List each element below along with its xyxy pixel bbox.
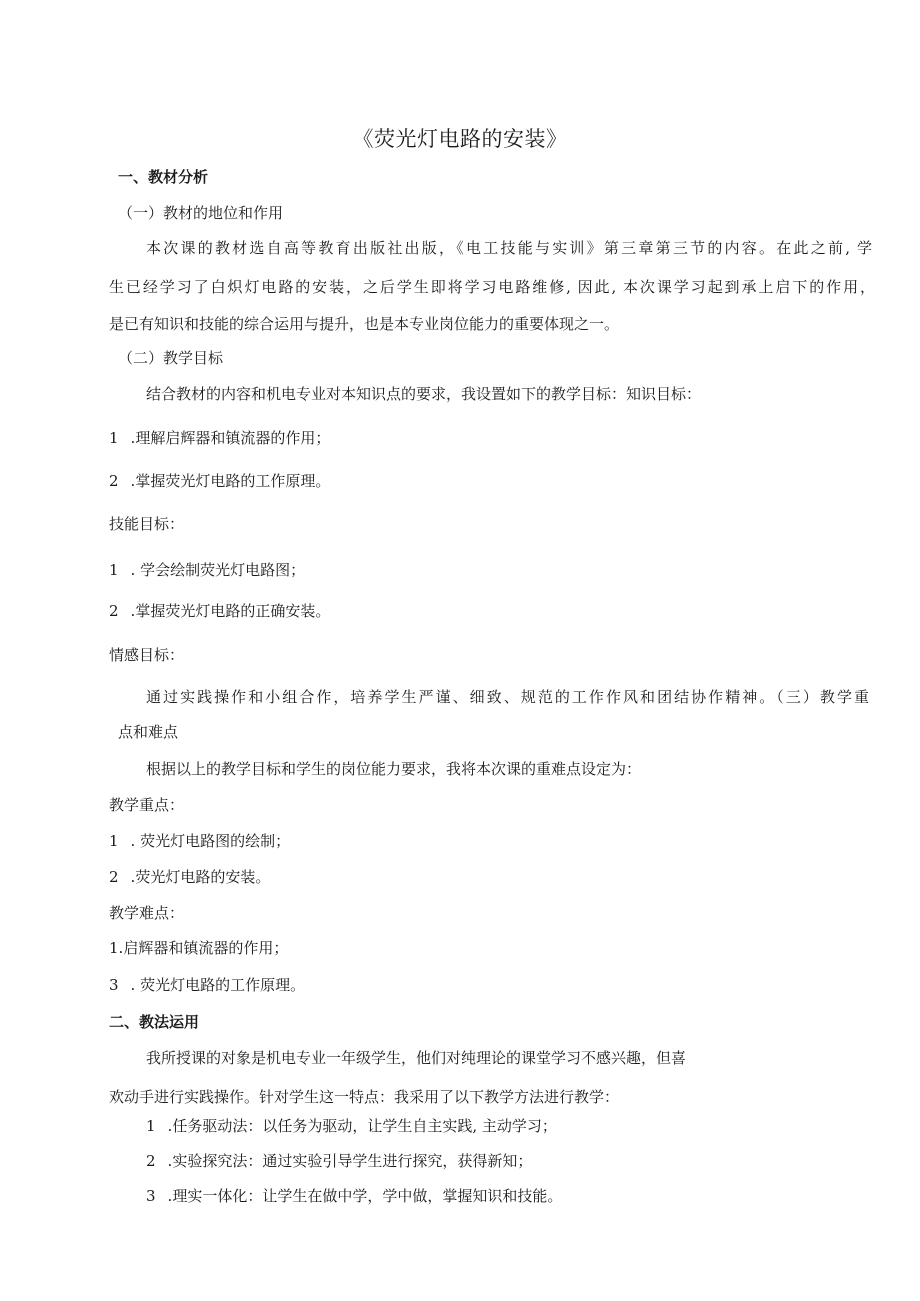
list-item-number: 1 [146, 1117, 156, 1135]
list-item-text: . 学会绘制荧光灯电路图； [130, 561, 306, 579]
paragraph-line: 结合教材的内容和机电专业对本知识点的要求，我设置如下的教学目标：知识目标： [146, 385, 702, 403]
paragraph-line: 根据以上的教学目标和学生的岗位能力要求，我将本次课的重难点设定为： [146, 760, 642, 778]
key-points-label: 教学重点： [109, 796, 185, 814]
paragraph-line: 我所授课的对象是机电专业一年级学生，他们对纯理论的课堂学习不感兴趣，但喜 [146, 1049, 687, 1067]
list-item-text: .掌握荧光灯电路的正确安装。 [130, 602, 331, 620]
paragraph-line: 是已有知识和技能的综合运用与提升，也是本专业岗位能力的重要体现之一。 [109, 315, 620, 333]
list-item-number: 2 [109, 868, 119, 886]
list-item [109, 978, 305, 993]
paragraph-line: 本次课的教材选自高等教育出版社出版，《电工技能与实训》第三章第三节的内容。在此之前, 学 [146, 239, 872, 257]
list-item-text: .实验探究法：通过实验引导学生进行探究，获得新知； [167, 1152, 533, 1170]
list-item-number: 3 [109, 976, 119, 994]
list-item [146, 1189, 562, 1204]
list-item [109, 941, 288, 956]
list-item-number: 2 [109, 602, 119, 620]
paragraph-line: 生已经学习了白炽灯电路的安装，之后学生即将学习电路维修, 因此, 本次课学习起到承上启下的作用， [109, 278, 875, 296]
list-item [109, 604, 330, 619]
list-item [109, 834, 290, 849]
list-item [146, 1154, 532, 1169]
list-item [146, 1119, 557, 1134]
list-item-text: .掌握荧光灯电路的工作原理。 [130, 472, 331, 490]
emotion-goals-label: 情感目标： [109, 646, 185, 664]
list-item-text: .任务驱动法：以任务为驱动，让学生自主实践, 主动学习； [167, 1117, 557, 1135]
list-item [109, 474, 330, 489]
list-item-number: 1 [109, 561, 119, 579]
list-item-text: .荧光灯电路的安装。 [130, 868, 271, 886]
list-item-number: 1 [109, 429, 119, 447]
subsection-heading-teaching-goals: （二）教学目标 [118, 349, 224, 367]
paragraph-line: 点和难点 [118, 723, 179, 741]
skill-goals-label: 技能目标： [109, 515, 185, 533]
paragraph-line: 欢动手进行实践操作。针对学生这一特点：我采用了以下教学方法进行教学： [109, 1088, 620, 1106]
section-heading-teaching-methods: 二、教法运用 [109, 1013, 200, 1031]
list-item [109, 563, 305, 578]
paragraph-line: 通过实践操作和小组合作，培养学生严谨、细致、规范的工作作风和团结协作精神。（三）教学重 [146, 688, 869, 706]
list-item-text: .理实一体化：让学生在做中学，学中做，掌握知识和技能。 [167, 1187, 563, 1205]
subsection-heading-position-role: （一）教材的地位和作用 [118, 204, 284, 222]
document-title: 《荧光灯电路的安装》 [352, 127, 568, 151]
list-item-number: 3 [146, 1187, 156, 1205]
list-item [109, 431, 330, 446]
list-item-number: 2 [109, 472, 119, 490]
list-item-text: 启辉器和镇流器的作用； [123, 939, 289, 957]
list-item-text: . 荧光灯电路图的绘制； [130, 832, 291, 850]
list-item-text: .理解启辉器和镇流器的作用； [130, 429, 331, 447]
list-item-number: 2 [146, 1152, 156, 1170]
section-heading-material-analysis: 一、教材分析 [118, 168, 209, 186]
list-item-number: 1 [109, 832, 119, 850]
list-item [109, 870, 270, 885]
list-item-text: . 荧光灯电路的工作原理。 [130, 976, 306, 994]
list-item-number: 1. [109, 939, 124, 957]
difficult-points-label: 教学难点： [109, 904, 185, 922]
